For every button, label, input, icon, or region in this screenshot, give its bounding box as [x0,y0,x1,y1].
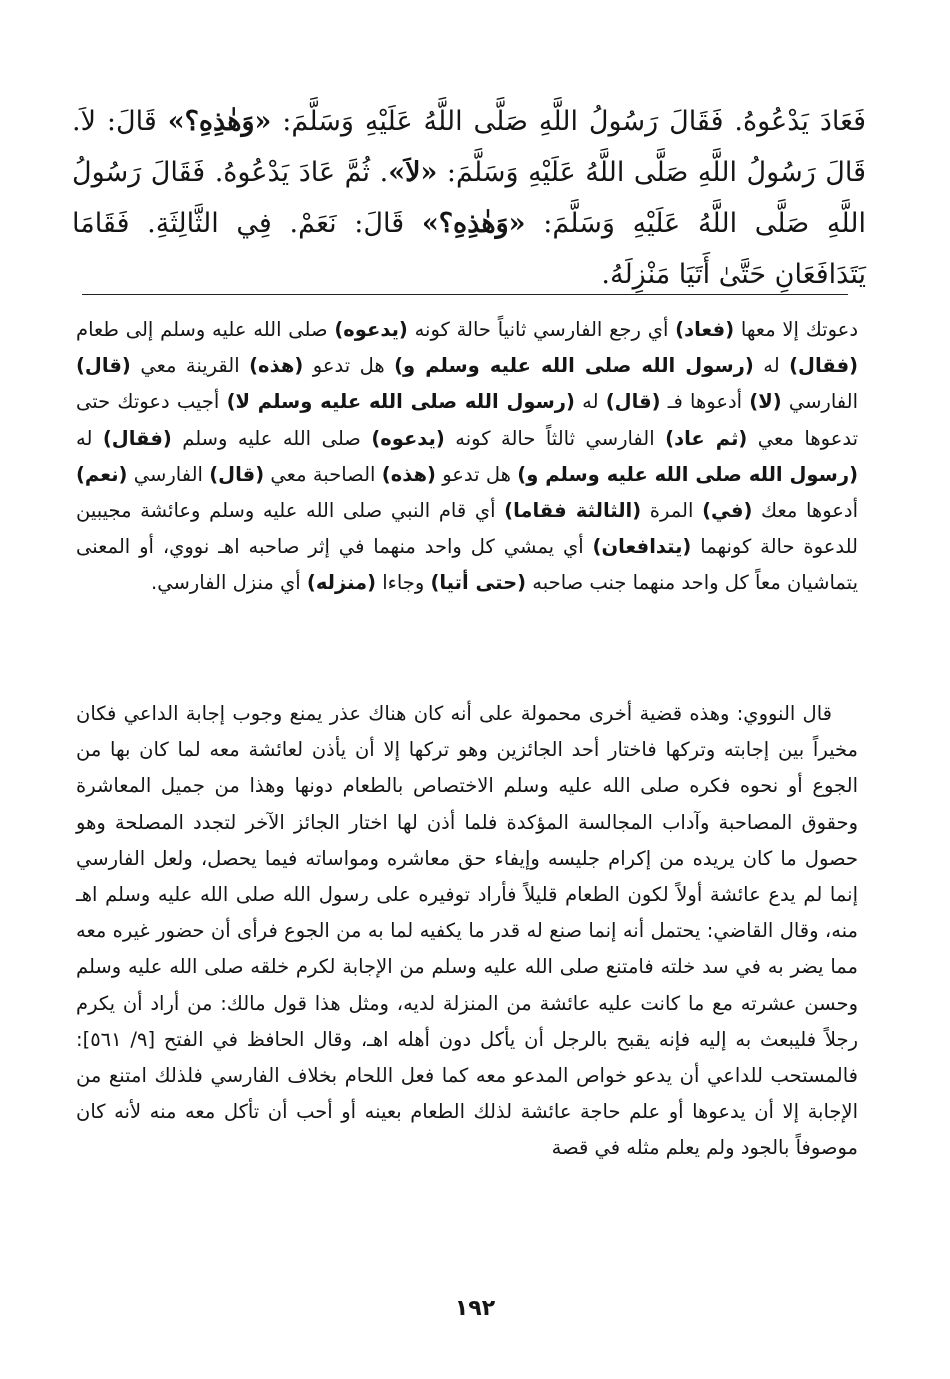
commentary-text: صلى الله عليه وسلم [171,426,372,450]
commentary-term: (فقال) [789,354,858,378]
commentary-text: الصاحبة معي [264,462,382,486]
commentary-term: (في) [702,499,753,523]
commentary-text: القرينة معي [130,354,250,378]
hadith-text [72,96,866,300]
commentary-text: الفارسي ثالثاً حالة كونه [444,426,666,450]
commentary-term: (رسول الله صلى الله عليه وسلم و) [394,354,754,378]
commentary-text: له [753,354,790,378]
commentary-term: (قال) [209,462,265,486]
commentary-term: (يتدافعان) [592,535,692,559]
hadith-segment: قَالَ: لاَ. قَالَ رَسُولُ اللَّهِ صَلَّى اللَّهُ عَلَيْهِ وَسَلَّمَ: [72,106,867,188]
commentary-term: (فعاد) [675,318,735,341]
commentary-text: الفارسي [127,462,210,486]
commentary-term: (رسول الله صلى الله عليه وسلم و) [517,462,858,486]
commentary-text: دعوتك إلا معها [734,318,858,341]
hadith-segment: فَعَادَ يَدْعُوهُ. فَقَالَ رَسُولُ اللَّهِ صَلَّى اللَّهُ عَلَيْهِ وَسَلَّمَ: [271,106,866,137]
commentary-text: أي رجع الفارسي ثانياً حالة كونه [407,318,676,341]
commentary-term: (يدعوه) [371,426,445,450]
hadith-quote: «وَهٰذِهِ؟» [421,208,526,239]
commentary-text: أدعوها معك [752,499,859,523]
hadith-quote: «وَهٰذِهِ؟» [167,106,272,137]
commentary-term: (هذه) [381,462,436,486]
commentary-term: (يدعوه) [334,318,408,341]
hadith-segment: قَالَ: نَعَمْ. فِي الثَّالِثَةِ. فَقَامَا يَتَدَافَعَانِ حَتَّىٰ أَتَيَا مَنْزِلَهُ. [72,208,866,290]
footnote-separator [82,294,848,295]
commentary-term: (رسول الله صلى الله عليه وسلم لا) [226,390,575,414]
commentary-text: له [76,426,103,450]
commentary-term: (لا) [749,390,782,414]
commentary-text: أي قام النبي صلى الله عليه وسلم وعائشة مجيبين للدعوة حالة كونهما [76,499,858,559]
commentary-term: (منزله) [306,571,377,595]
hadith-segment: . ثُمَّ عَادَ يَدْعُوهُ. فَقَالَ رَسُولُ اللَّهِ صَلَّى اللَّهُ عَلَيْهِ وَسَلَّمَ: [72,157,866,239]
commentary-term: (هذه) [249,354,304,378]
hadith-quote: «لاَ» [388,157,438,188]
commentary-text: الفارسي [781,390,859,414]
commentary-text: أدعوها فـ [660,390,750,414]
nawawi-paragraph: قال النووي: وهذه قضية أخرى محمولة على أنه كان هناك عذر يمنع وجوب إجابة الداعي فكان مخيراً بين إجابته وتركها فاختار أحد الجائزين وهو تركها إلا أن يأذن لعائشة معه لما كان بها من الجوع أو نحوه فكره صلى الله عليه وسلم الاختصاص بالطعام دونها وهذا من جميل المعاشرة وحقوق المصاحبة وآداب المجالسة المؤكدة فلما أذن لها اختار الجائز الآخر لتجدد المصلحة وهو حصول ما كان يريده من إكرام جليسه وإيفاء حق معاشره ومواساته فيما يحصل، ولعل الفارسي إنما لم يدع عائشة أولاً لكون الطعام قليلاً فأراد توفيره على رسول الله صلى الله عليه وسلم اهـ منه، وقال القاضي: يحتمل أنه إنما صنع له قدر ما يكفيه لما به من الجوع فرأى أن حضور غيره معه مما يضر به في سد خلته فامتنع صلى الله عليه وسلم من الإجابة لكرم خلقه صلى الله عليه وسلم وحسن عشرته مع ما كانت عليه عائشة من المنزلة لديه، ومثل هذا قول مالك: من أراد أن يكرم رجلاً فليبعث به إليه فإنه يقبح بالرجل أن يأكل دون أهله اهـ، وقال الحافظ في الفتح [٩/ ٥٦١]: فالمستحب للداعي أن يدعو خواص المدعو معه كما فعل اللحام بخلاف الفارسي فلذلك امتنع من الإجابة إلا أن يدعوها أو علم حاجة عائشة لذلك الطعام بعينه أو أحب أن تأكل معه منه لأنه كان موصوفاً بالجود ولم يعلم مثله في قصة [76,702,858,1160]
commentary-term: (ثم عاد) [665,426,748,450]
commentary-term: (نعم) [76,462,128,486]
commentary-term: (الثالثة فقاما) [504,499,642,523]
commentary-term: (قال) [605,390,661,414]
commentary-paragraph [76,312,858,602]
commentary-text: وجاءا [376,571,431,595]
page-number: ١٩٢ [454,1296,496,1321]
commentary-term: (قال) [76,354,131,378]
commentary-text: أجيب دعوتك حتى تدعوها معي [76,390,858,450]
commentary-term: (فقال) [102,426,172,450]
commentary-text: هل تدعو [303,354,395,378]
commentary-text: هل تدعو [435,462,518,486]
commentary-text: المرة [641,499,703,523]
commentary-text: أي يمشي كل واحد منهما في إثر صاحبه اهـ نووي، أو المعنى يتماشيان معاً كل واحد منهما جنب صاحبه [76,535,858,595]
commentary-text: صلى الله عليه وسلم إلى طعام [76,318,335,341]
commentary-text: أي منزل الفارسي. [151,571,307,595]
commentary-text: له [574,390,606,414]
commentary-term: (حتى أتيا) [430,571,527,595]
